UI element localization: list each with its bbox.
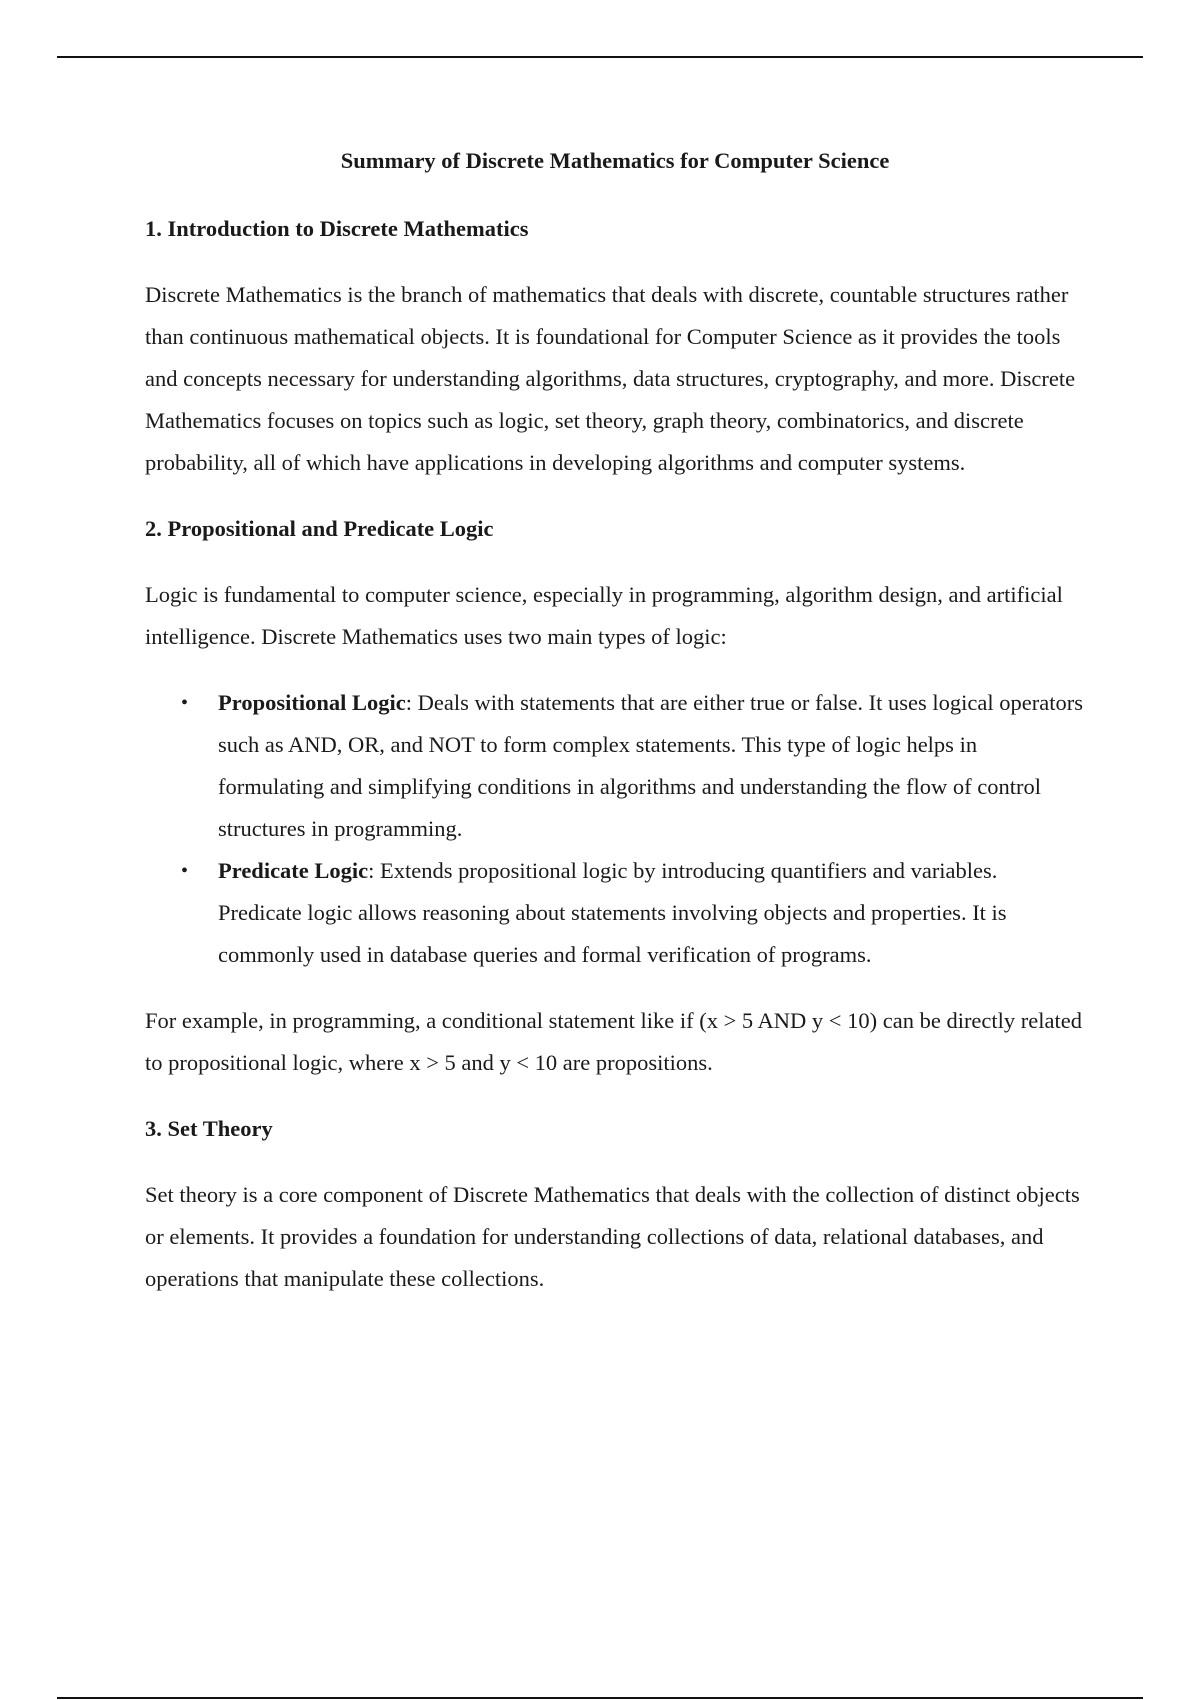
list-item-term: Propositional Logic xyxy=(218,690,406,715)
bullet-icon: • xyxy=(181,860,189,882)
example-paragraph: For example, in programming, a conditional statement like if (x > 5 AND y < 10) can be directly related to propositional logic, where x > 5 and y < 10 are propositions. xyxy=(145,1008,1082,1075)
document-body xyxy=(145,140,1085,1324)
bullet-icon: • xyxy=(181,692,189,714)
document-title: Summary of Discrete Mathematics for Computer Science xyxy=(340,148,890,173)
list-item xyxy=(181,682,1085,850)
list-item xyxy=(181,850,1085,976)
section-logic xyxy=(145,508,1085,1084)
page-bottom-rule xyxy=(57,1697,1143,1699)
logic-types-list xyxy=(145,682,1085,976)
section-paragraph: Logic is fundamental to computer science, especially in programming, algorithm design, and artificial intelligence. Discrete Mathematics uses two main types of logic: xyxy=(145,582,1063,649)
section-heading: 2. Propositional and Predicate Logic xyxy=(145,516,494,541)
list-item-text: : Extends propositional logic by introducing quantifiers and variables. Predicate logic allows reasoning about statements involving objects and properties. It is commonly used in database queries and formal verification of programs. xyxy=(218,858,1007,967)
section-heading: 1. Introduction to Discrete Mathematics xyxy=(145,216,529,241)
section-introduction xyxy=(145,208,1085,484)
section-heading: 3. Set Theory xyxy=(145,1116,273,1141)
section-paragraph: Discrete Mathematics is the branch of mathematics that deals with discrete, countable structures rather than continuous mathematical objects. It is foundational for Computer Science as it provides the tools and concepts necessary for understanding algorithms, data structures, cryptography, and more. Discrete Mathematics focuses on topics such as logic, set theory, graph theory, combinatorics, and discrete probability, all of which have applications in developing algorithms and computer systems. xyxy=(145,282,1076,475)
section-paragraph: Set theory is a core component of Discrete Mathematics that deals with the collection of distinct objects or elements. It provides a foundation for understanding collections of data, relational databases, and operations that manipulate these collections. xyxy=(145,1182,1080,1291)
section-set-theory xyxy=(145,1108,1085,1300)
list-item-text: : Deals with statements that are either true or false. It uses logical operators such as AND, OR, and NOT to form complex statements. This type of logic helps in formulating and simplifying conditions in algorithms and understanding the flow of control structures in programming. xyxy=(218,690,1083,841)
page-top-rule xyxy=(57,56,1143,58)
list-item-term: Predicate Logic xyxy=(218,858,369,883)
